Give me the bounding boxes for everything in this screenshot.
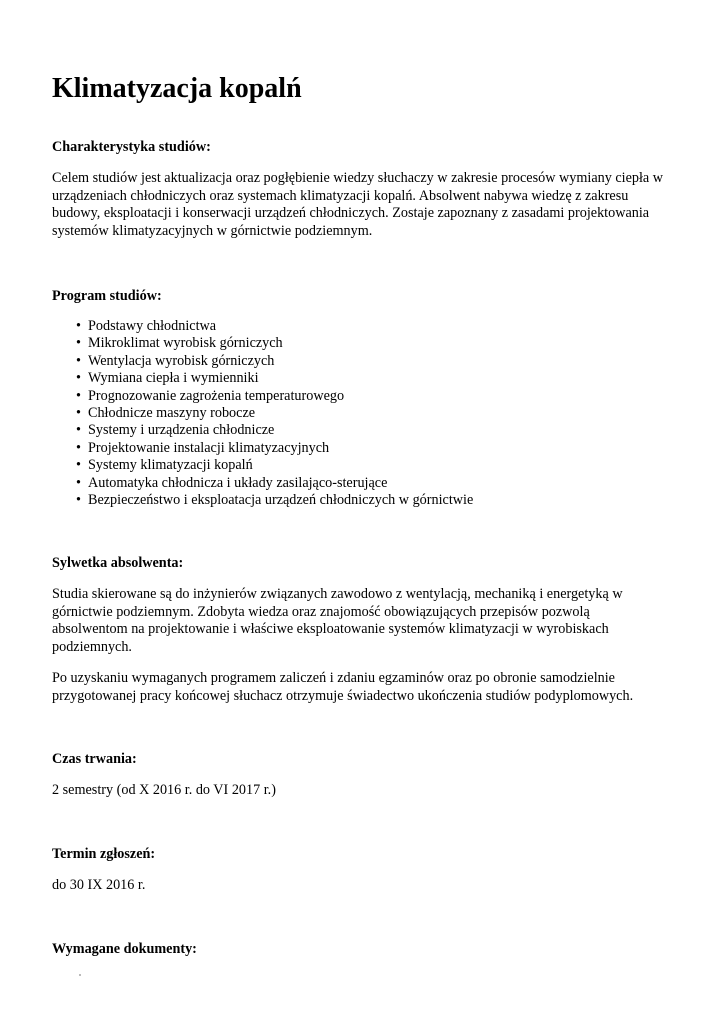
program-item [52, 318, 473, 335]
program-item-label: Bezpieczeństwo i eksploatacja urządzeń chłodniczych w górnictwie [88, 492, 474, 509]
program-item [52, 457, 473, 474]
documents-heading: Wymagane dokumenty: [52, 941, 197, 957]
program-item-label: Systemy klimatyzacji kopalń [88, 457, 253, 474]
bullet-marker: • [76, 318, 81, 334]
program-item [52, 370, 473, 387]
truncated-list-marker [79, 974, 81, 976]
duration-value: 2 semestry (od X 2016 r. do VI 2017 r.) [52, 782, 276, 798]
bullet-marker: • [76, 370, 81, 387]
characteristics-line: Celem studiów jest aktualizacja oraz pogłębienie wiedzy słuchaczy w zakresie procesów wymiany ciepła w [52, 170, 664, 186]
program-item [52, 353, 473, 370]
graduate-line: Studia skierowane są do inżynierów związanych zawodowo z wentylacją, mechaniką i energetyką w [52, 586, 623, 602]
characteristics-heading: Charakterystyka studiów: [52, 139, 211, 155]
program-heading: Program studiów: [52, 288, 162, 304]
graduate-line: Po uzyskaniu wymaganych programem zaliczeń i zdaniu egzaminów oraz po obronie samodzielnie [52, 670, 615, 686]
bullet-marker: • [76, 492, 81, 509]
program-item-label: Automatyka chłodnicza i układy zasilająco-sterujące [88, 474, 388, 491]
program-item [52, 388, 473, 405]
program-item [52, 335, 473, 352]
graduate-line: przygotowanej pracy końcowej słuchacz otrzymuje świadectwo ukończenia studiów podyplomowych. [52, 687, 634, 704]
graduate-heading: Sylwetka absolwenta: [52, 555, 184, 571]
bullet-marker: • [76, 352, 81, 369]
characteristics-line: urządzeniach chłodniczych oraz systemach klimatyzacji kopalń. Absolwent nabywa wiedzę z zakresu [52, 187, 629, 204]
graduate-line: absolwentom na projektowanie i właściwe eksploatowanie systemów klimatyzacji w wyrobiskach [52, 621, 609, 637]
bullet-marker: • [76, 422, 81, 439]
bullet-marker: • [76, 387, 81, 404]
characteristics-paragraph [52, 170, 672, 240]
program-item-label: Podstawy chłodnictwa [88, 318, 217, 334]
bullet-marker: • [76, 474, 81, 491]
deadline-value: do 30 IX 2016 r. [52, 877, 146, 893]
program-item-label: Wentylacja wyrobisk górniczych [88, 352, 275, 369]
deadline-heading: Termin zgłoszeń: [52, 846, 156, 862]
graduate-paragraph-1 [52, 586, 672, 656]
bullet-marker: • [76, 405, 81, 422]
program-item [52, 492, 473, 509]
program-item-label: Mikroklimat wyrobisk górniczych [88, 335, 283, 352]
program-item-label: Chłodnicze maszyny robocze [88, 405, 256, 422]
program-item-label: Projektowanie instalacji klimatyzacyjnych [88, 439, 330, 456]
bullet-marker: • [76, 457, 81, 474]
characteristics-line: systemów klimatyzacyjnych w górnictwie podziemnym. [52, 222, 373, 239]
characteristics-line: budowy, eksploatacji i konserwacji urządzeń chłodniczych. Zostaje zapoznany z zasadami projektowania [52, 205, 650, 221]
graduate-line: górnictwie podziemnym. Zdobyta wiedza oraz znajomość obowiązujących przepisów pozwolą [52, 603, 590, 620]
bullet-marker: • [76, 439, 81, 456]
graduate-paragraph-2 [52, 670, 672, 705]
program-item-label: Wymiana ciepła i wymienniki [88, 370, 259, 387]
bullet-marker: • [76, 335, 81, 352]
program-item [52, 422, 473, 439]
program-item-label: Systemy i urządzenia chłodnicze [88, 422, 275, 439]
program-list [52, 318, 473, 509]
program-item [52, 405, 473, 422]
program-item-label: Prognozowanie zagrożenia temperaturowego [88, 387, 345, 404]
page-title: Klimatyzacja kopalń [52, 73, 302, 104]
program-item [52, 440, 473, 457]
program-item [52, 475, 473, 492]
graduate-line: podziemnych. [52, 638, 132, 655]
duration-heading: Czas trwania: [52, 751, 137, 767]
